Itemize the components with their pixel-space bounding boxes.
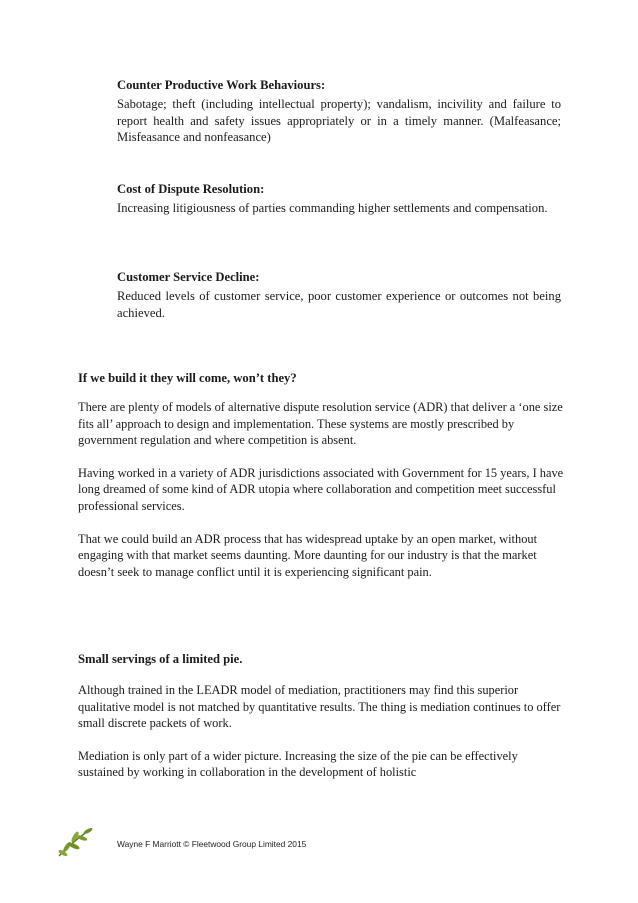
section-customer-service [117,269,561,321]
heading-counter-productive: Counter Productive Work Behaviours: [117,78,326,92]
text-counter-productive: Sabotage; theft (including intellectual property); vandalism, incivility and failure to report health and safety issues appropriately or in a timely manner. (Malfeasance; Misfeasance and nonfeasance) [117,97,561,144]
heading-customer-service: Customer Service Decline: [117,270,260,284]
paragraph-build-it-1: There are plenty of models of alternative dispute resolution service (ADR) that deliver a ‘one size fits all’ approach to design and implementation. These systems are mostly prescribed by government regulation and where competition is absent. [78,400,563,448]
heading-build-it: If we build it they will come, won’t they? [78,371,297,385]
paragraph-build-it-3: That we could build an ADR process that has widespread uptake by an open market, without engaging with that market seems daunting. More daunting for our industry is that the market doesn’t seek to manage conflict until it is experiencing significant pain. [78,531,538,579]
paragraph-build-it-2: Having worked in a variety of ADR jurisdictions associated with Government for 15 years, I have long dreamed of some kind of ADR utopia where collaboration and competition meet successful professional services. [78,465,564,513]
olive-branch-icon [55,824,95,860]
text-customer-service: Reduced levels of customer service, poor customer experience or outcomes not being achieved. [117,289,561,320]
text-cost-dispute: Increasing litigiousness of parties commanding higher settlements and compensation. [117,201,548,215]
paragraph-small-servings-2: Mediation is only part of a wider picture. Increasing the size of the pie can be effectively sustained by working in collaboration in the development of holistic [78,748,518,780]
heading-small-servings: Small servings of a limited pie. [78,652,243,666]
section-cost-dispute [117,181,561,217]
footer-copyright: Wayne F Marriott © Fleetwood Group Limited 2015 [117,839,307,849]
section-counter-productive [117,77,561,146]
section-build-it [78,370,564,580]
heading-cost-dispute: Cost of Dispute Resolution: [117,182,265,196]
section-small-servings [78,651,564,781]
leaf-5 [83,827,94,835]
paragraph-small-servings-1: Although trained in the LEADR model of mediation, practitioners may find this superior qualitative model is not matched by quantitative results. The thing is mediation continues to offer small discrete packets of work. [78,683,561,731]
